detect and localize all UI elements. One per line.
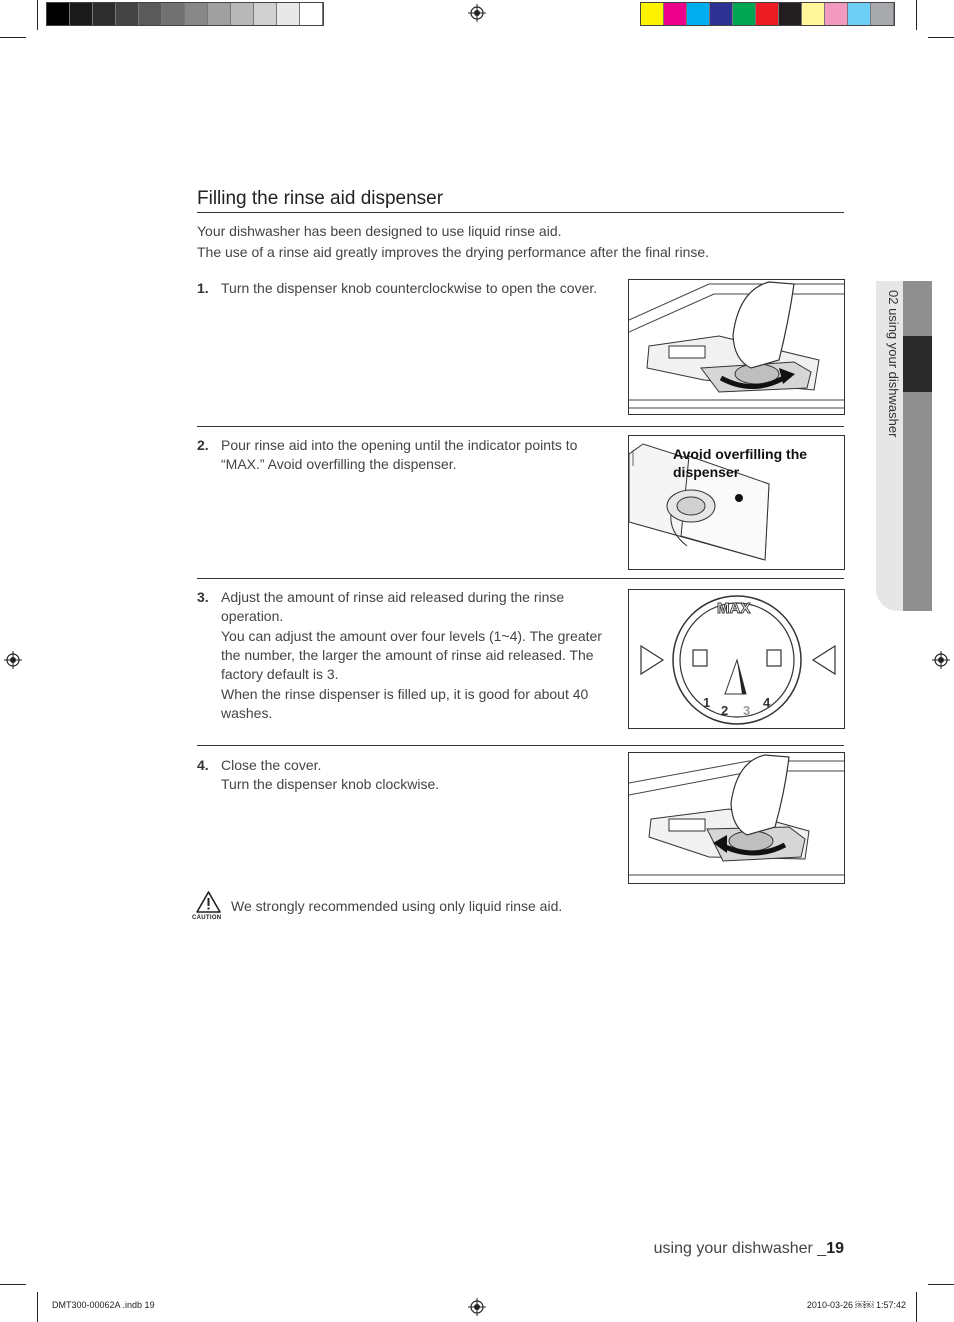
color-swatch xyxy=(300,3,323,25)
step-1-line: Turn the dispenser knob counterclockwise to open the cover. xyxy=(221,280,598,296)
step-1-illustration xyxy=(628,279,845,415)
step-3-text xyxy=(221,588,621,723)
step-2-text xyxy=(221,436,613,474)
step-3-line-3: When the rinse dispenser is filled up, it is good for about 40 washes. xyxy=(221,686,589,721)
color-swatch xyxy=(47,3,70,25)
intro-line-1: Your dishwasher has been designed to use liquid rinse aid. xyxy=(197,223,562,239)
color-swatch xyxy=(825,3,848,25)
crop-mark xyxy=(928,1284,954,1285)
color-swatch xyxy=(710,3,733,25)
color-swatch xyxy=(641,3,664,25)
crop-mark xyxy=(0,37,26,38)
registration-mark-icon xyxy=(468,4,486,22)
color-swatch xyxy=(277,3,300,25)
color-swatch xyxy=(70,3,93,25)
color-swatch xyxy=(93,3,116,25)
step-2-illustration xyxy=(628,435,845,570)
footer-text: using your dishwasher _ xyxy=(653,1240,827,1257)
color-swatch xyxy=(802,3,825,25)
color-swatch-bar xyxy=(640,2,895,26)
color-swatch xyxy=(116,3,139,25)
step-divider xyxy=(197,745,844,746)
step-2-line: Pour rinse aid into the opening until the indicator points to “MAX.” Avoid overfilling the dispenser. xyxy=(221,437,578,472)
crop-mark xyxy=(928,37,954,38)
crop-mark xyxy=(37,1292,38,1322)
registration-mark-icon xyxy=(468,1298,486,1316)
color-swatch xyxy=(848,3,871,25)
step-4-text xyxy=(221,756,611,794)
crop-mark xyxy=(37,0,38,30)
crop-mark xyxy=(916,1292,917,1322)
step-1-number: 1. xyxy=(197,280,209,296)
step-4-number: 4. xyxy=(197,757,209,773)
step-3-line-1: Adjust the amount of rinse aid released during the rinse operation. xyxy=(221,589,565,624)
intro-line-2: The use of a rinse aid greatly improves the drying performance after the final rinse. xyxy=(197,244,710,260)
dial-level-2: 2 xyxy=(721,703,729,718)
page-footer xyxy=(654,1240,844,1258)
slug-right: 2010-03-26 ￼￼ 1:57:42 xyxy=(806,1300,906,1310)
step-3-dial-illustration xyxy=(628,589,845,729)
slug-left: DMT300-00062A .indb 19 xyxy=(52,1300,155,1310)
chapter-tab-label: 02 using your dishwasher xyxy=(886,290,901,438)
color-swatch xyxy=(756,3,779,25)
step-1-text xyxy=(221,279,601,298)
color-swatch xyxy=(254,3,277,25)
caution-label: CAUTION xyxy=(192,915,222,921)
dial-level-4: 4 xyxy=(763,695,771,710)
step-4-line-2: Turn the dispenser knob clockwise. xyxy=(221,776,440,792)
title-divider xyxy=(197,212,844,213)
color-swatch xyxy=(687,3,710,25)
step-2-number: 2. xyxy=(197,437,209,453)
section-title: Filling the rinse aid dispenser xyxy=(197,188,444,209)
overfill-callout: Avoid overfilling the dispenser xyxy=(673,446,808,480)
color-swatch xyxy=(664,3,687,25)
gray-swatch-bar xyxy=(46,2,324,26)
dial-level-1: 1 xyxy=(703,695,711,710)
caution-icon xyxy=(195,890,222,914)
step-4-illustration xyxy=(628,752,845,884)
caution-text: We strongly recommended using only liquid rinse aid. xyxy=(231,898,563,914)
registration-mark-icon xyxy=(932,651,950,669)
color-swatch xyxy=(733,3,756,25)
step-3-number: 3. xyxy=(197,589,209,605)
dial-level-3: 3 xyxy=(743,703,751,718)
color-swatch xyxy=(139,3,162,25)
step-3-line-2: You can adjust the amount over four levels (1~4). The greater the number, the larger the amount of rinse aid released. The factory default is 3. xyxy=(221,628,602,682)
step-4-line-1: Close the cover. xyxy=(221,757,322,773)
color-swatch xyxy=(185,3,208,25)
crop-mark xyxy=(916,0,917,30)
crop-mark xyxy=(0,1284,26,1285)
step-divider xyxy=(197,426,844,427)
color-swatch xyxy=(231,3,254,25)
page-number: 19 xyxy=(826,1240,844,1257)
color-swatch xyxy=(779,3,802,25)
color-swatch xyxy=(871,3,894,25)
step-divider xyxy=(197,578,844,579)
color-swatch xyxy=(162,3,185,25)
color-swatch xyxy=(208,3,231,25)
dial-max-label: MAX xyxy=(717,600,751,617)
registration-mark-icon xyxy=(4,651,22,669)
